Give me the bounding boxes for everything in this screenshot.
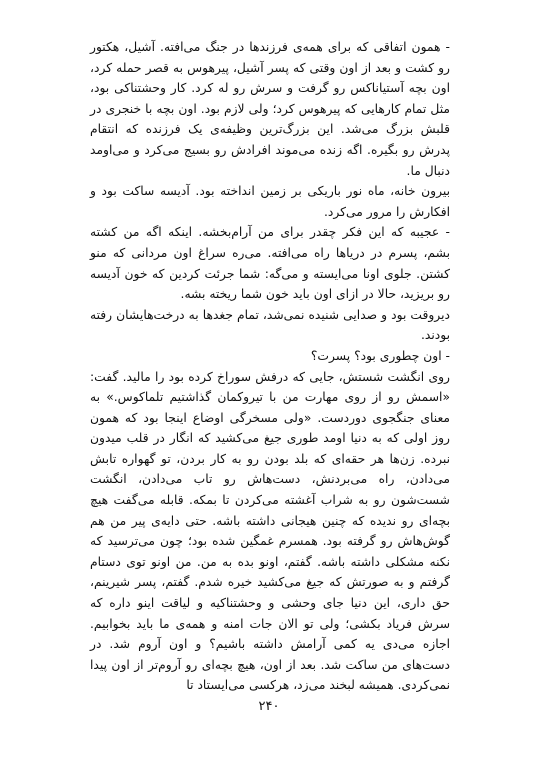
paragraph: - اون چطوری بود؟ پسرت؟ xyxy=(310,348,450,363)
paragraph: بیرون خانه، ماه نور باریکی بر زمین انداخته بود. آدیسه ساکت بود و افکارش را مرور می‌کرد. xyxy=(90,184,450,219)
body-text xyxy=(90,37,450,696)
paragraph: - عجیبه که این فکر چقدر برای من آرام‌بخشه. اینکه اگه من کشته بشم، پسرم در دریاها راه می‌افته. می‌ره سراغ اون مردانی که منو کشتن. جلوی اونا می‌ایسته و می‌گه: شما جرئت کردین که خون آدیسه رو بریزید، حالا در ازای اون باید خون شما ریخته بشه. xyxy=(90,225,450,302)
page-number: ۲۴۰ xyxy=(258,699,280,714)
paragraph: روی انگشت شستش، جایی که درفش سوراخ کرده بود را مالید. گفت: «اسمش رو از روی مهارت من با تیروکمان گذاشتیم تلماکوس.» به معنای جنگجوی دوردست. «ولی مسخرگی اوضاع اینجا بود که همون روز اولی که به دنیا اومد طوری جیغ می‌کشید که انگار در قلب میدون نبرده. زن‌ها هر حقه‌ای که بلد بودن رو به کار بردن، تو گهواره تابش می‌دادن، راه می‌بردنش، دست‌هاش رو تاب می‌دادن، انگشت شست‌شون رو به شراب آغشته می‌کردن تا بمکه. قابله می‌گفت هیچ بچه‌ای رو ندیده که چنین هیجانی داشته باشه. حتی دایه‌ی پیر من هم گوش‌هاش رو گرفته بود. همسرم غمگین شده بود؛ چون می‌ترسید که نکنه مشکلی داشته باشه. گفتم، اونو بده به من. من اونو توی دستام گرفتم و به صورتش که جیغ می‌کشید خیره شدم. گفتم، پسر شیرینم، حق داری، این دنیا جای وحشی و وحشتناکیه و لیاقت اینو داره که سرش فریاد بکشی؛ ولی تو الان جات امنه و همه‌ی ما باید بخوابیم. اجازه می‌دی یه کمی آرامش داشته باشیم؟ و اون آروم شد. در دست‌های من ساکت شد. بعد از اون، هیچ بچه‌ای رو آروم‌تر از اون پیدا نمی‌کردی. همیشه لبخند می‌زد، هرکسی می‌ایستاد تا xyxy=(90,369,450,693)
paragraph: دیروقت بود و صدایی شنیده نمی‌شد، تمام جغدها به درخت‌هایشان رفته بودند. xyxy=(90,307,450,343)
paragraph: - همون اتفاقی که برای همه‌ی فرزندها در جنگ می‌افته. آشیل، هکتور رو کشت و بعد از اون وقتی که پسر آشیل، پیرهوس به قصر حمله کرد، اون بچه آستیاناکس رو گرفت و سرش رو له کرد. کار وحشتناکی بود، مثل تمام کارهایی که پیرهوس کرد؛ ولی لازم بود. اون بچه با خنجری در قلبش بزرگ می‌شد. این بزرگ‌ترین وظیفه‌ی یک فرزنده که انتقام پدرش رو بگیره. اگه زنده می‌موند افرادش رو بسیج می‌کرد و می‌اومد دنبال ما. xyxy=(90,40,450,178)
